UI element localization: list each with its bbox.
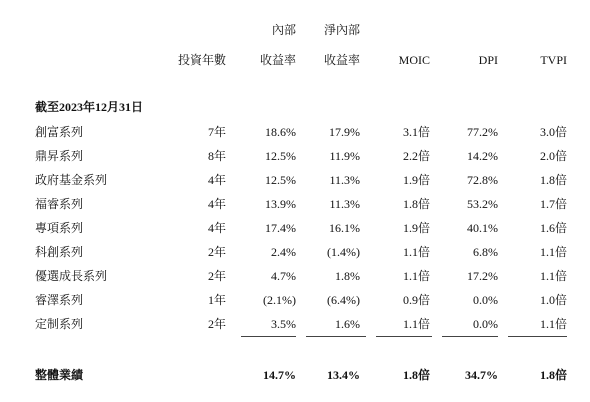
total-moic: 1.8倍	[402, 368, 430, 382]
irr-value: 13.9%	[265, 197, 296, 211]
dpi-value: 0.0%	[473, 293, 498, 307]
irr-value: (2.1%)	[263, 293, 296, 307]
total-irr: 14.7%	[263, 368, 296, 382]
irr-value: 12.5%	[265, 173, 296, 187]
fund-name: 創富系列	[35, 125, 84, 139]
irr-value: 17.4%	[265, 221, 296, 235]
tvpi-header: TVPI	[540, 53, 567, 67]
years-value: 2年	[207, 269, 226, 283]
dpi-value: 14.2%	[467, 149, 498, 163]
total-net-irr: 13.4%	[327, 368, 360, 382]
moic-value: 0.9倍	[402, 293, 430, 307]
dpi-underline	[442, 336, 498, 337]
tvpi-value: 1.1倍	[539, 317, 567, 331]
net-irr-value: 17.9%	[329, 125, 360, 139]
net-irr-header-line1: 淨內部	[323, 23, 360, 37]
net-irr-value: (1.4%)	[327, 245, 360, 259]
fund-name: 專項系列	[35, 221, 84, 235]
dpi-value: 72.8%	[467, 173, 498, 187]
moic-value: 1.9倍	[402, 221, 430, 235]
years-value: 7年	[207, 125, 226, 139]
moic-value: 2.2倍	[402, 149, 430, 163]
fund-name: 鼎昇系列	[35, 149, 84, 163]
years-value: 8年	[207, 149, 226, 163]
irr-value: 12.5%	[265, 149, 296, 163]
fund-name: 政府基金系列	[35, 173, 108, 187]
net-irr-value: 11.9%	[329, 149, 360, 163]
years-value: 2年	[207, 245, 226, 259]
total-label: 整體業績	[35, 368, 84, 382]
years-value: 4年	[207, 197, 226, 211]
moic-value: 1.1倍	[402, 245, 430, 259]
net-irr-value: 11.3%	[329, 197, 360, 211]
tvpi-value: 1.1倍	[539, 245, 567, 259]
moic-value: 1.8倍	[402, 197, 430, 211]
years-header: 投資年數	[177, 53, 226, 67]
total-dpi: 34.7%	[465, 368, 498, 382]
section-title: 截至2023年12月31日	[35, 100, 144, 114]
moic-value: 1.1倍	[402, 317, 430, 331]
dpi-header: DPI	[478, 53, 498, 67]
years-value: 1年	[207, 293, 226, 307]
irr-header-line1: 內部	[271, 23, 296, 37]
total-tvpi: 1.8倍	[539, 368, 567, 382]
irr-value: 3.5%	[271, 317, 296, 331]
dpi-value: 53.2%	[467, 197, 498, 211]
net-irr-value: 16.1%	[329, 221, 360, 235]
tvpi-value: 1.7倍	[539, 197, 567, 211]
tvpi-value: 1.0倍	[539, 293, 567, 307]
moic-underline	[376, 336, 432, 337]
irr-underline	[241, 336, 296, 337]
net-irr-underline	[306, 336, 366, 337]
tvpi-value: 1.6倍	[539, 221, 567, 235]
dpi-value: 77.2%	[467, 125, 498, 139]
irr-header-line2: 收益率	[259, 53, 296, 67]
tvpi-value: 1.1倍	[539, 269, 567, 283]
net-irr-value: 1.6%	[335, 317, 360, 331]
net-irr-value: 1.8%	[335, 269, 360, 283]
moic-value: 1.9倍	[402, 173, 430, 187]
years-value: 4年	[207, 173, 226, 187]
tvpi-value: 1.8倍	[539, 173, 567, 187]
fund-name: 優選成長系列	[35, 269, 108, 283]
moic-value: 3.1倍	[402, 125, 430, 139]
moic-value: 1.1倍	[402, 269, 430, 283]
fund-name: 定制系列	[35, 317, 84, 331]
net-irr-value: 11.3%	[329, 173, 360, 187]
moic-header: MOIC	[398, 53, 430, 67]
fund-name: 科創系列	[35, 245, 84, 259]
years-value: 2年	[207, 317, 226, 331]
dpi-value: 40.1%	[467, 221, 498, 235]
dpi-value: 6.8%	[473, 245, 498, 259]
fund-name: 福睿系列	[35, 197, 84, 211]
fund-name: 睿澤系列	[35, 293, 84, 307]
tvpi-value: 3.0倍	[539, 125, 567, 139]
dpi-value: 0.0%	[473, 317, 498, 331]
net-irr-header-line2: 收益率	[323, 53, 360, 67]
years-value: 4年	[207, 221, 226, 235]
irr-value: 4.7%	[271, 269, 296, 283]
irr-value: 18.6%	[265, 125, 296, 139]
dpi-value: 17.2%	[467, 269, 498, 283]
tvpi-value: 2.0倍	[539, 149, 567, 163]
net-irr-value: (6.4%)	[327, 293, 360, 307]
tvpi-underline	[508, 336, 567, 337]
irr-value: 2.4%	[271, 245, 296, 259]
